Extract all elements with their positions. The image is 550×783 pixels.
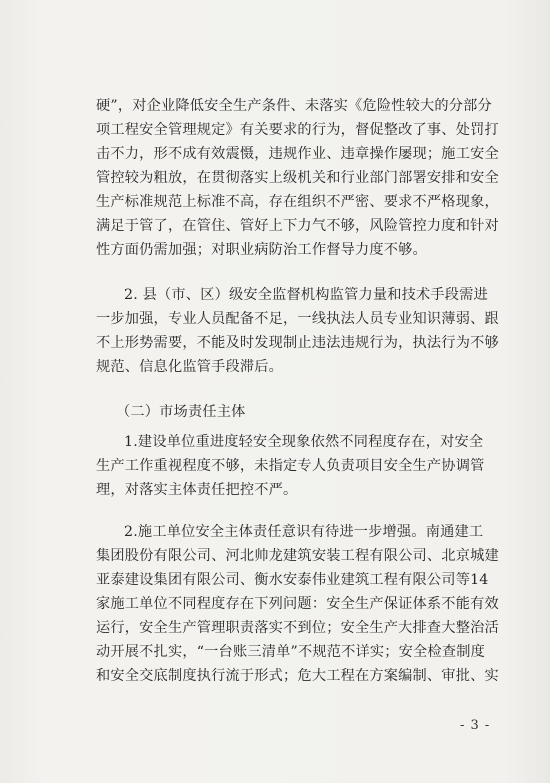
- paragraph-line: 2.施工单位安全主体责任意识有待进一步增强。南通建工: [124, 524, 484, 540]
- paragraph-line: 动开展不扎实，“一台账三清单”不规范不详实；安全检查制度: [96, 644, 485, 660]
- paragraph-line: 1.建设单位重进度轻安全现象依然不同程度存在，对安全: [124, 434, 484, 450]
- paragraph-line: 硬”，对企业降低安全生产条件、未落实《危险性较大的分部分: [96, 98, 492, 114]
- paragraph-line: 性方面仍需加强；对职业病防治工作督导力度不够。: [96, 242, 427, 258]
- paragraph-line: 击不力，形不成有效震慑，违规作业、违章操作屡现；施工安全: [96, 146, 499, 162]
- paragraph-line: 一步加强，专业人员配备不足，一线执法人员专业知识薄弱、跟: [96, 311, 499, 327]
- paragraph-line: 生产工作重视程度不够，未指定专人负责项目安全生产协调管: [96, 458, 485, 474]
- paragraph-line: 规范、信息化监管手段滞后。: [96, 359, 284, 375]
- paragraph-line: 2. 县（市、区）级安全监督机构监管力量和技术手段需进: [124, 287, 488, 303]
- paragraph-line: 集团股份有限公司、河北帅龙建筑安装工程有限公司、北京城建: [96, 548, 499, 564]
- paragraph-line: 理，对落实主体责任把控不严。: [96, 482, 298, 498]
- paragraph-line: 亚泰建设集团有限公司、衡水安泰伟业建筑工程有限公司等14: [96, 572, 489, 588]
- paragraph-line: 家施工单位不同程度存在下列问题：安全生产保证体系不能有效: [96, 596, 499, 612]
- section-heading: （二）市场责任主体: [116, 404, 246, 420]
- paragraph-line: 管控较为粗放，在贯彻落实上级机关和行业部门部署安排和安全: [96, 170, 499, 186]
- paragraph-line: 和安全交底制度执行流于形式；危大工程在方案编制、审批、实: [96, 668, 499, 684]
- paragraph-line: 生产标准规范上标准不高，存在组织不严密、要求不严格现象，: [96, 194, 499, 210]
- paragraph-line: 满足于管了，在管住、管好上下力气不够，风险管控力度和针对: [96, 218, 499, 234]
- paragraph-line: 不上形势需要，不能及时发现制止违法违规行为，执法行为不够: [96, 335, 499, 351]
- paragraph-line: 运行，安全生产管理职责落实不到位；安全生产大排查大整治活: [96, 620, 499, 636]
- paragraph-line: 项工程安全管理规定》有关要求的行为，督促整改了事、处罚打: [96, 122, 499, 138]
- page-number: - 3 -: [460, 718, 491, 733]
